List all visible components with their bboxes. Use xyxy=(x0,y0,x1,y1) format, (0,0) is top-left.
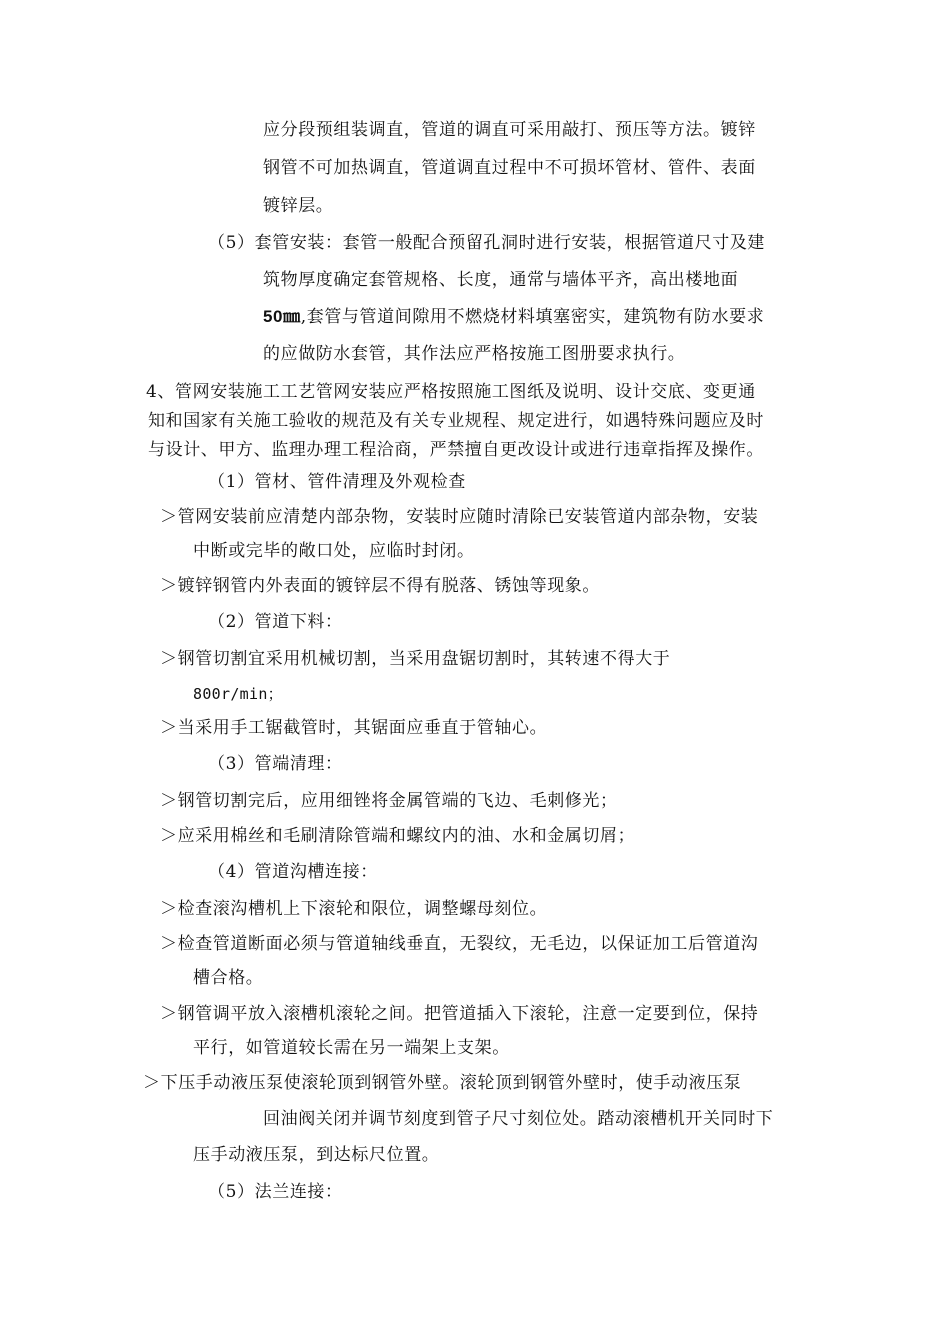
bullet-item-continued: 平行，如管道较长需在另一端架上支架。 xyxy=(193,1038,510,1058)
bullet-item: ＞检查滚沟槽机上下滚轮和限位，调整螺母刻位。 xyxy=(160,899,548,919)
paragraph-line xyxy=(263,305,764,329)
bullet-item: ＞下压手动液压泵使滚轮顶到钢管外壁。滚轮顶到钢管外壁时，使手动液压泵 xyxy=(143,1073,742,1093)
section-heading: 4、管网安装施工工艺管网安装应严格按照施工图纸及说明、设计交底、变更通 xyxy=(146,382,756,402)
bullet-item: ＞管网安装前应清楚内部杂物，安装时应随时清除已安装管道内部杂物，安装 xyxy=(160,507,759,527)
paragraph-line: 的应做防水套管，其作法应严格按施工图册要求执行。 xyxy=(263,344,686,364)
paragraph-line: 与设计、甲方、监理办理工程洽商，严禁擅自更改设计或进行违章指挥及操作。 xyxy=(148,440,764,460)
paragraph-line: 筑物厚度确定套管规格、长度，通常与墙体平齐，高出楼地面 xyxy=(263,270,739,290)
bullet-item-continued: 槽合格。 xyxy=(193,968,264,988)
bullet-item: ＞镀锌钢管内外表面的镀锌层不得有脱落、锈蚀等现象。 xyxy=(160,576,600,596)
bullet-item-continued: 中断或完毕的敞口处，应临时封闭。 xyxy=(193,541,475,561)
bullet-item-continued: 800r/min； xyxy=(193,685,283,703)
bullet-item: ＞应采用棉丝和毛刷清除管端和螺纹内的油、水和金属切屑； xyxy=(160,826,636,846)
bullet-item: ＞钢管切割完后，应用细锉将金属管端的飞边、毛刺修光； xyxy=(160,791,618,811)
bullet-item: ＞当采用手工锯截管时，其锯面应垂直于管轴心。 xyxy=(160,718,548,738)
subsection-heading: （5）法兰连接： xyxy=(208,1182,343,1202)
subsection-heading: （4）管道沟槽连接： xyxy=(208,862,378,882)
paragraph-line: 镀锌层。 xyxy=(263,196,334,216)
bullet-item: ＞钢管调平放入滚槽机滚轮之间。把管道插入下滚轮，注意一定要到位，保持 xyxy=(160,1004,759,1024)
paragraph-text: ,套管与管道间隙用不燃烧材料填塞密实，建筑物有防水要求 xyxy=(300,307,765,327)
sleeve-heading-line: （5）套管安装：套管一般配合预留孔洞时进行安装，根据管道尺寸及建 xyxy=(208,233,766,253)
paragraph-line: 钢管不可加热调直，管道调直过程中不可损坏管材、管件、表面 xyxy=(263,158,756,178)
height-value: 50㎜ xyxy=(263,307,301,326)
paragraph-line: 知和国家有关施工验收的规范及有关专业规程、规定进行，如遇特殊问题应及时 xyxy=(148,411,764,431)
subsection-heading: （2）管道下料： xyxy=(208,612,343,632)
bullet-item-continued: 压手动液压泵，到达标尺位置。 xyxy=(193,1145,440,1165)
bullet-item: ＞检查管道断面必须与管道轴线垂直，无裂纹，无毛边，以保证加工后管道沟 xyxy=(160,934,759,954)
bullet-item-continued: 回油阀关闭并调节刻度到管子尺寸刻位处。踏动滚槽机开关同时下 xyxy=(263,1109,774,1129)
subsection-heading: （3）管端清理： xyxy=(208,754,343,774)
subsection-heading: （1）管材、管件清理及外观检查 xyxy=(208,472,466,492)
bullet-item: ＞钢管切割宜采用机械切割，当采用盘锯切割时，其转速不得大于 xyxy=(160,649,671,669)
paragraph-line: 应分段预组装调直，管道的调直可采用敲打、预压等方法。镀锌 xyxy=(263,120,756,140)
